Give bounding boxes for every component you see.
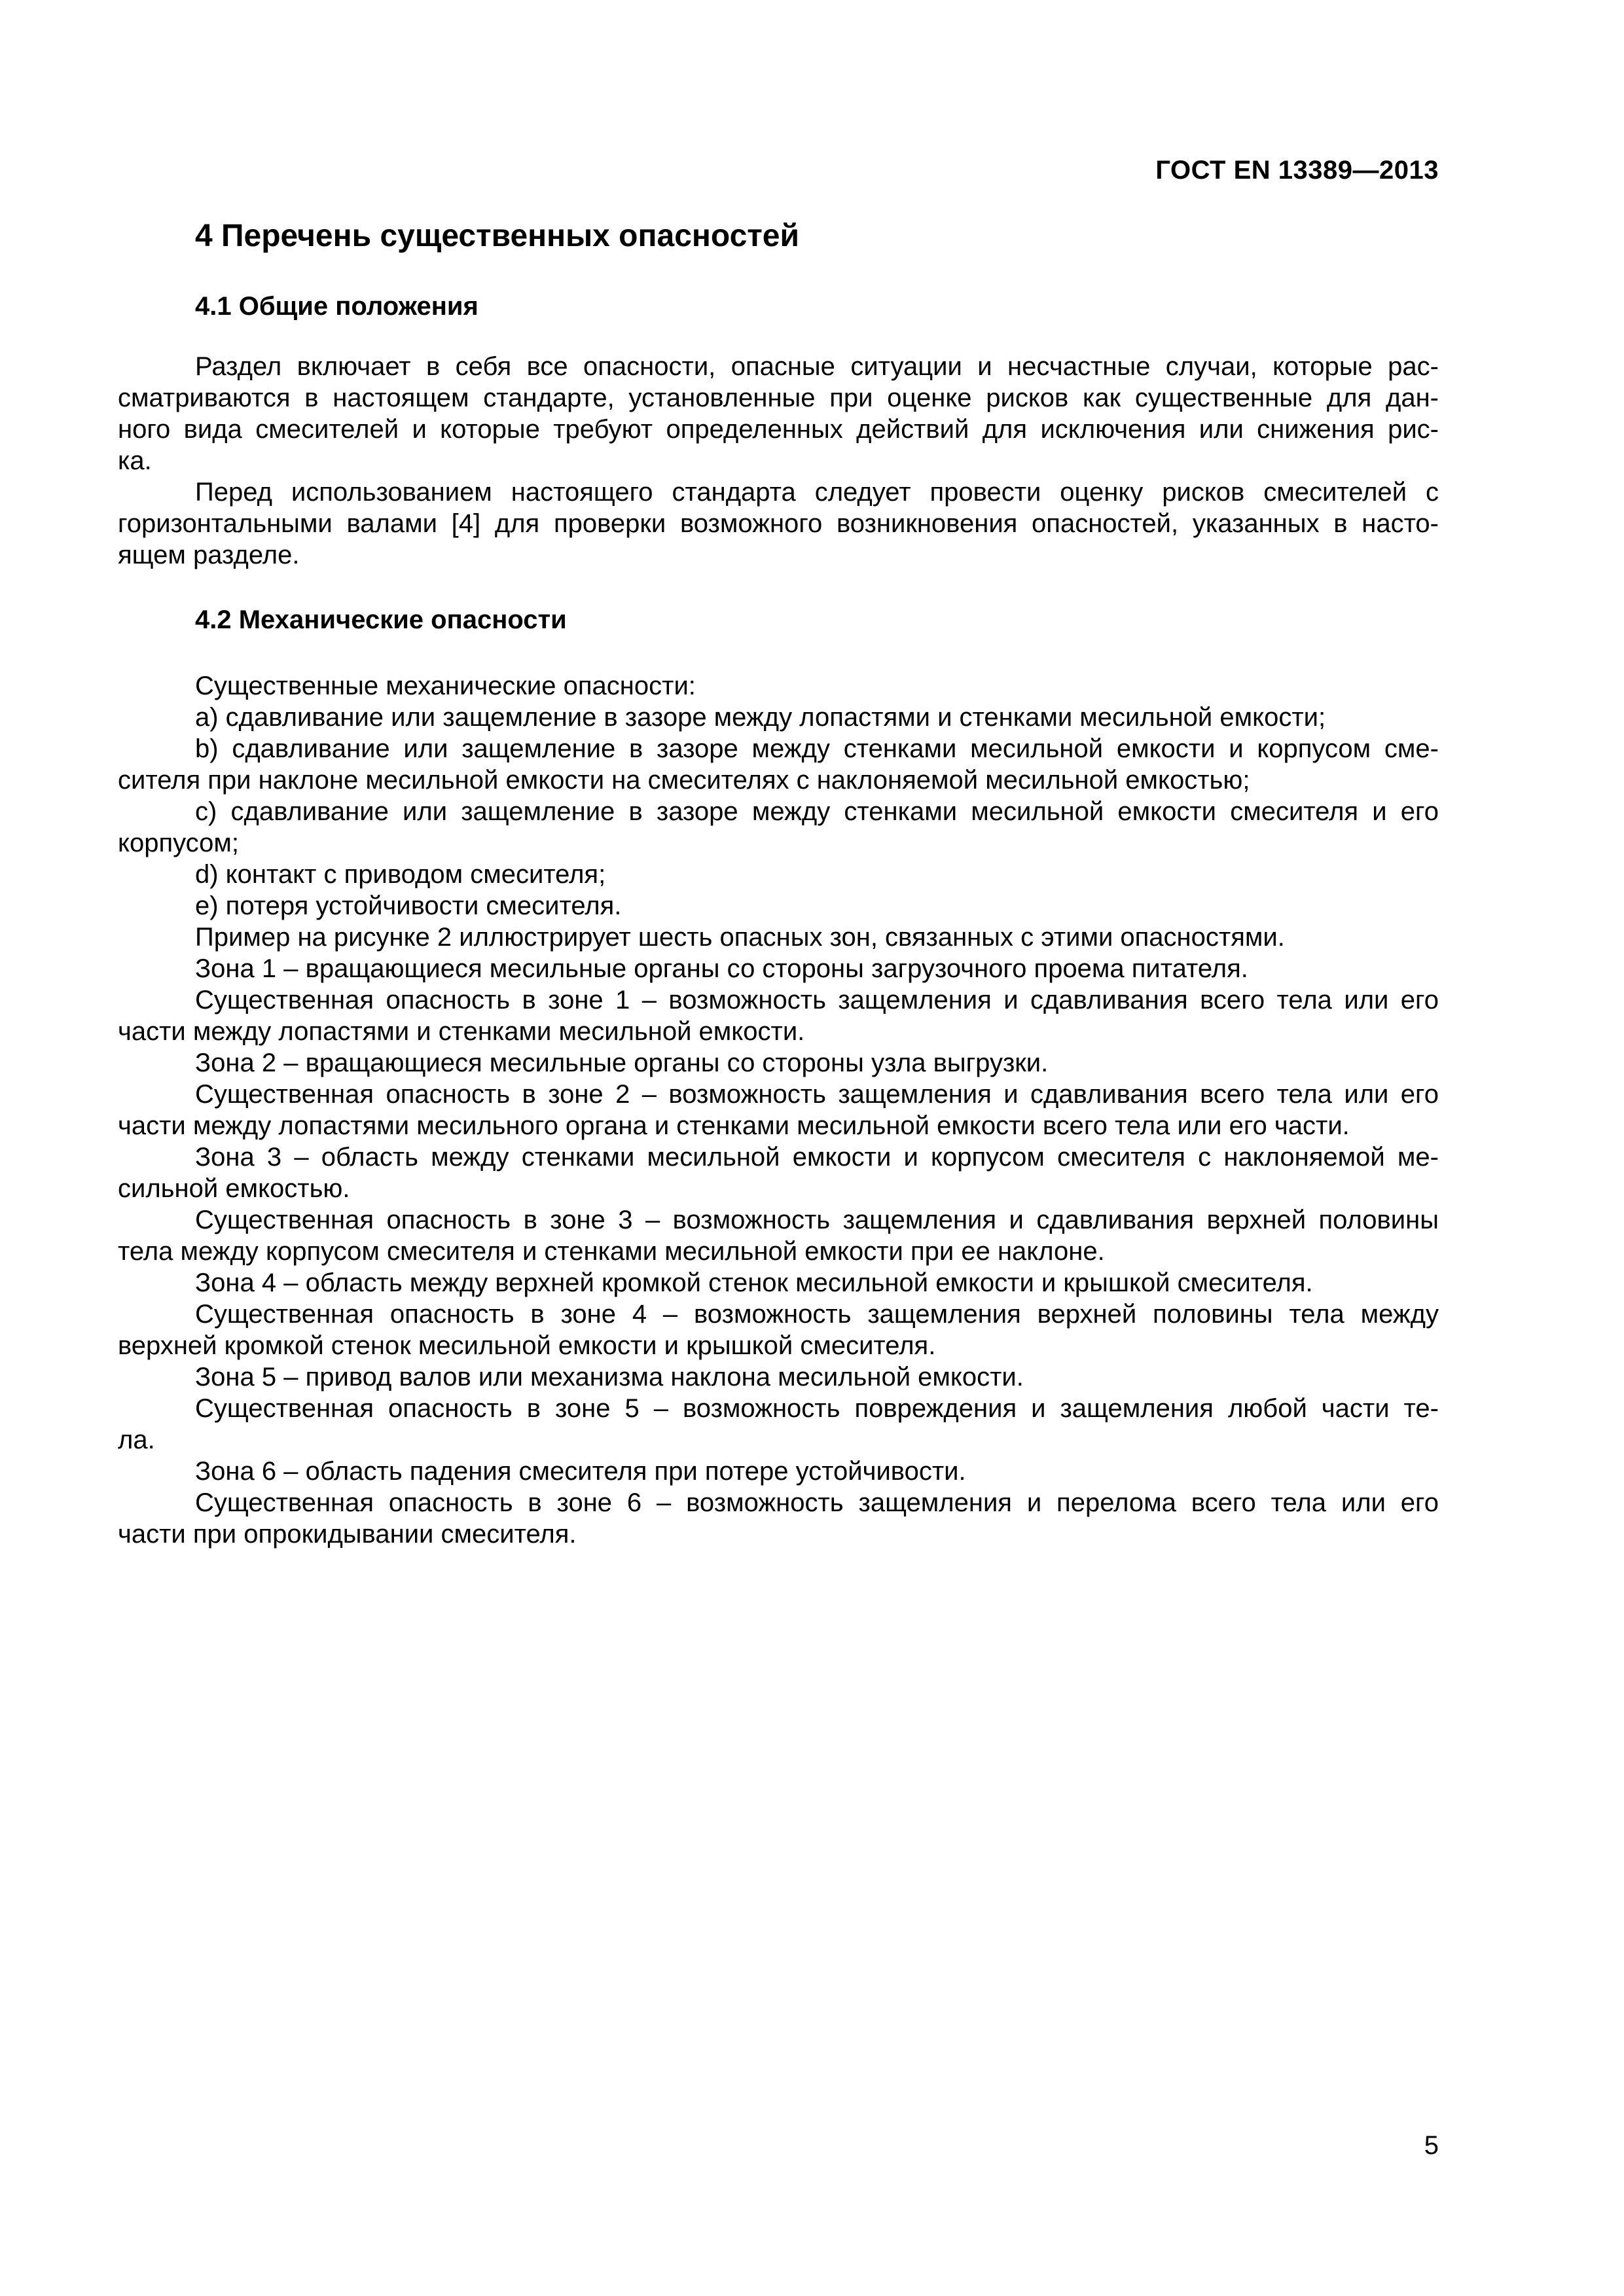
text-line: ного вида смесителей и которые требуют определенных действий для исключения или снижения рис- <box>118 415 1439 444</box>
text-line: ла. <box>118 1426 155 1454</box>
text-line: Раздел включает в себя все опасности, опасные ситуации и несчастные случаи, которые рас- <box>195 352 1439 381</box>
text-line: части между лопастями месильного органа и стенками месильной емкости всего тела или его части. <box>118 1111 1350 1140</box>
text-line: Существенная опасность в зоне 2 – возможность защемления и сдавливания всего тела или его <box>195 1080 1439 1109</box>
text-line: Перед использованием настоящего стандарта следует провести оценку рисков смесителей с <box>195 478 1439 507</box>
text-line: Зона 5 – привод валов или механизма наклона месильной емкости. <box>195 1363 1024 1391</box>
subsection-title-mechanical: 4.2 Механические опасности <box>195 605 567 634</box>
text-line: корпусом; <box>118 829 239 857</box>
text-line: Существенная опасность в зоне 4 – возможность защемления верхней половины тела между <box>195 1300 1439 1329</box>
text-line: Пример на рисунке 2 иллюстрирует шесть опасных зон, связанных с этими опасностями. <box>195 923 1285 952</box>
section-title: 4 Перечень существенных опасностей <box>195 219 799 253</box>
text-line: ка. <box>118 446 152 475</box>
paragraph-general-provisions <box>118 351 1439 571</box>
text-line: части при опрокидывании смесителя. <box>118 1520 577 1549</box>
text-line: Существенная опасность в зоне 3 – возможность защемления и сдавливания верхней половины <box>195 1206 1439 1234</box>
text-line: Зона 3 – область между стенками месильной емкости и корпусом смесителя с наклоняемой ме- <box>195 1143 1439 1172</box>
page-number: 5 <box>1424 2131 1439 2160</box>
text-line: верхней кромкой стенок месильной емкости и крышкой смесителя. <box>118 1331 936 1360</box>
document-code: ГОСТ EN 13389—2013 <box>1155 156 1439 185</box>
text-line: части между лопастями и стенками месильной емкости. <box>118 1017 805 1046</box>
text-line: сителя при наклоне месильной емкости на смесителях с наклоняемой месильной емкостью; <box>118 766 1250 795</box>
subsection-title-general: 4.1 Общие положения <box>195 292 478 321</box>
text-line: тела между корпусом смесителя и стенками месильной емкости при ее наклоне. <box>118 1237 1105 1266</box>
text-line: Существенная опасность в зоне 5 – возможность повреждения и защемления любой части те- <box>195 1394 1439 1423</box>
text-line: Зона 4 – область между верхней кромкой стенок месильной емкости и крышкой смесителя. <box>195 1268 1313 1297</box>
text-line: Зона 6 – область падения смесителя при потере устойчивости. <box>195 1457 966 1486</box>
text-line: d) контакт с приводом смесителя; <box>195 860 606 889</box>
text-line: Существенные механические опасности: <box>195 672 696 700</box>
text-line: b) сдавливание или защемление в зазоре между стенками месильной емкости и корпусом сме- <box>195 734 1439 763</box>
text-line: Зона 2 – вращающиеся месильные органы со стороны узла выгрузки. <box>195 1049 1049 1077</box>
text-line: сматриваются в настоящем стандарте, установленные при оценке рисков как существенные для дан- <box>118 384 1439 412</box>
text-line: горизонтальными валами [4] для проверки возможного возникновения опасностей, указанных в насто- <box>118 509 1439 538</box>
text-line: a) сдавливание или защемление в зазоре между лопастями и стенками месильной емкости; <box>195 703 1326 732</box>
text-line: Существенная опасность в зоне 1 – возможность защемления и сдавливания всего тела или его <box>195 986 1439 1014</box>
text-line: c) сдавливание или защемление в зазоре между стенками месильной емкости смесителя и его <box>195 797 1439 826</box>
paragraph-mechanical-hazards <box>118 670 1439 1550</box>
text-line: e) потеря устойчивости смесителя. <box>195 891 622 920</box>
text-line: ящем разделе. <box>118 541 300 569</box>
text-line: сильной емкостью. <box>118 1174 350 1203</box>
text-line: Существенная опасность в зоне 6 – возможность защемления и перелома всего тела или его <box>195 1488 1439 1517</box>
text-line: Зона 1 – вращающиеся месильные органы со стороны загрузочного проема питателя. <box>195 954 1248 983</box>
